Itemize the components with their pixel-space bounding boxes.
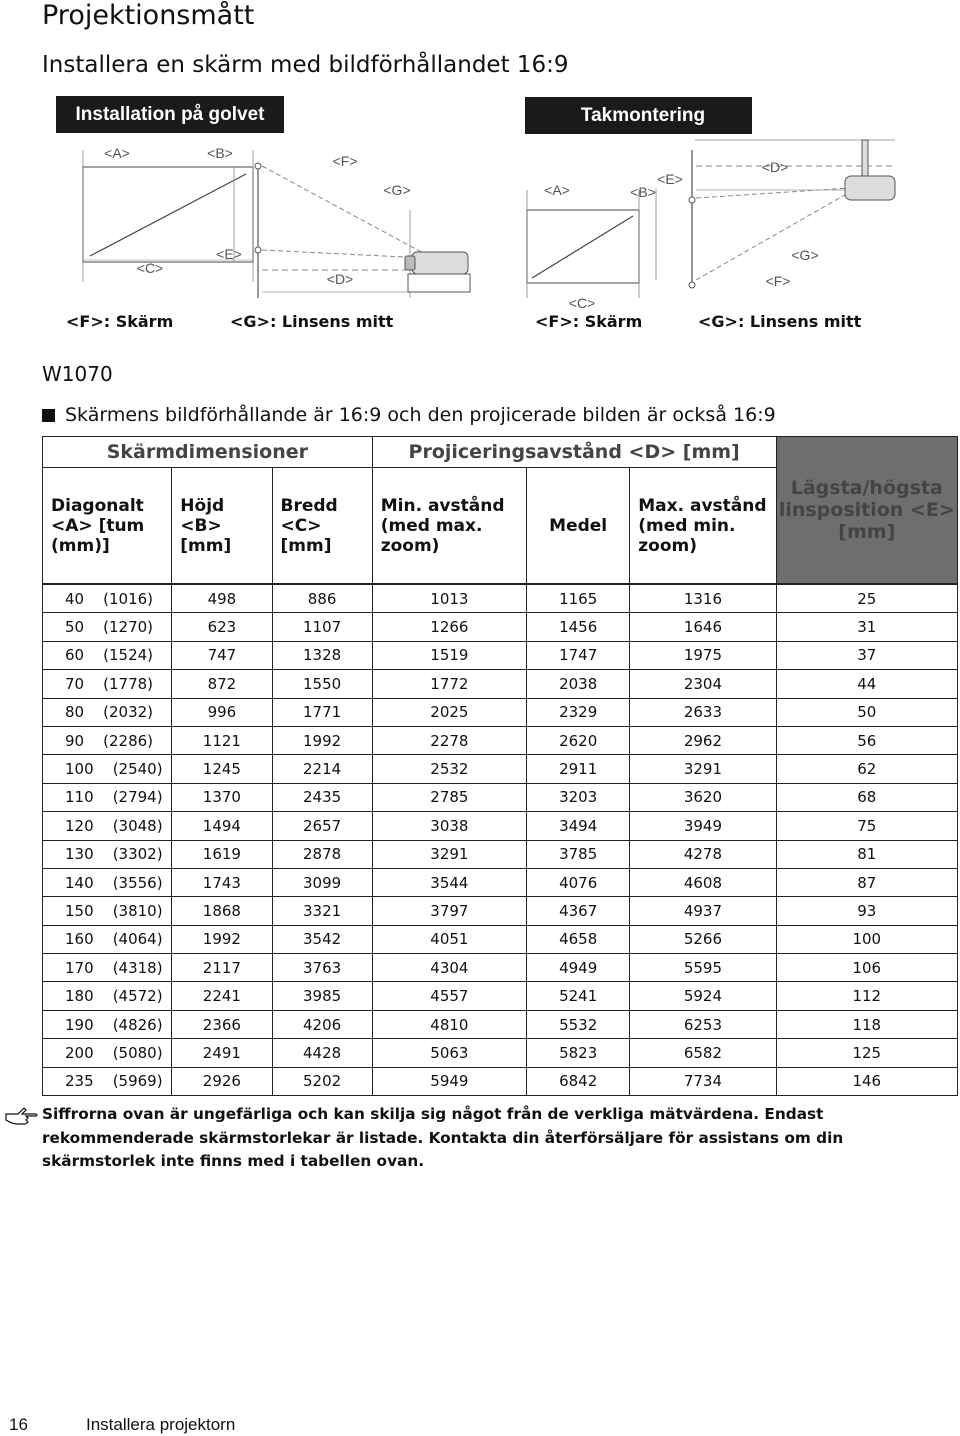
- table-row: [43, 840, 958, 868]
- cell-max: 4278: [630, 840, 776, 868]
- cell-diagonal-mm: (1016): [103, 589, 154, 608]
- cell-diagonal-mm: (5969): [112, 1072, 163, 1091]
- cell-diagonal-mm: (1270): [103, 618, 154, 637]
- cell-lens: 106: [776, 954, 957, 982]
- cell-min: 2025: [372, 698, 526, 726]
- svg-text:<B>: <B>: [630, 184, 656, 200]
- cell-width: 1771: [272, 698, 372, 726]
- cell-lens: 50: [776, 698, 957, 726]
- table-row: [43, 1010, 958, 1038]
- cell-diagonal-mm: (4826): [112, 1015, 163, 1034]
- cell-width: 2878: [272, 840, 372, 868]
- svg-text:<G>: <G>: [383, 182, 411, 198]
- bullet-square-icon: [42, 409, 55, 422]
- cell-min: 4810: [372, 1010, 526, 1038]
- cell-lens: 56: [776, 726, 957, 754]
- cell-width: 1107: [272, 613, 372, 641]
- cell-min: 1013: [372, 584, 526, 613]
- table-row: [43, 1039, 958, 1067]
- cell-mid: 6842: [527, 1067, 630, 1095]
- cell-mid: 5823: [527, 1039, 630, 1067]
- svg-text:<B>: <B>: [207, 145, 233, 161]
- cell-diagonal: [43, 670, 172, 698]
- cell-mid: 2911: [527, 755, 630, 783]
- cell-diagonal: [43, 840, 172, 868]
- cell-mid: 3494: [527, 812, 630, 840]
- cell-lens: 31: [776, 613, 957, 641]
- cell-diagonal: [43, 868, 172, 896]
- cell-max: 5266: [630, 925, 776, 953]
- cell-diagonal-mm: (5080): [112, 1043, 163, 1062]
- cell-lens: 93: [776, 897, 957, 925]
- cell-min: 1772: [372, 670, 526, 698]
- col-height: Höjd <B> [mm]: [172, 468, 272, 585]
- projection-diagrams: [0, 90, 960, 340]
- cell-height: 1619: [172, 840, 272, 868]
- col-min-distance: Min. avstånd (med max. zoom): [372, 468, 526, 585]
- cell-height: 1121: [172, 726, 272, 754]
- cell-height: 747: [172, 641, 272, 669]
- cell-mid: 4949: [527, 954, 630, 982]
- cell-height: 1370: [172, 783, 272, 811]
- cell-width: 3985: [272, 982, 372, 1010]
- cell-lens: 118: [776, 1010, 957, 1038]
- col-medium: Medel: [527, 468, 630, 585]
- cell-width: 5202: [272, 1067, 372, 1095]
- ceiling-banner-label: Takmontering: [580, 105, 706, 126]
- cell-diagonal-mm: (4572): [112, 987, 163, 1006]
- cell-height: 2491: [172, 1039, 272, 1067]
- cell-max: 1975: [630, 641, 776, 669]
- cell-mid: 4658: [527, 925, 630, 953]
- cell-diagonal: [43, 755, 172, 783]
- cell-diagonal-inch: 100: [65, 760, 94, 779]
- cell-height: 1245: [172, 755, 272, 783]
- floor-diagonal: [90, 174, 246, 256]
- cell-mid: 3785: [527, 840, 630, 868]
- cell-max: 4608: [630, 868, 776, 896]
- svg-text:<E>: <E>: [216, 246, 242, 262]
- cell-width: 886: [272, 584, 372, 613]
- cell-max: 3620: [630, 783, 776, 811]
- cell-max: 3949: [630, 812, 776, 840]
- cell-diagonal: [43, 897, 172, 925]
- cell-mid: 2038: [527, 670, 630, 698]
- cell-mid: 4076: [527, 868, 630, 896]
- cell-diagonal-mm: (3556): [112, 873, 163, 892]
- cell-min: 2785: [372, 783, 526, 811]
- col-width: Bredd <C> [mm]: [272, 468, 372, 585]
- cell-diagonal: [43, 613, 172, 641]
- cell-diagonal: [43, 783, 172, 811]
- cell-diagonal-mm: (3810): [112, 901, 163, 920]
- cell-diagonal: [43, 1067, 172, 1095]
- table-row: [43, 584, 958, 613]
- cell-width: 3763: [272, 954, 372, 982]
- cell-diagonal-mm: (2032): [103, 703, 154, 722]
- cell-lens: 25: [776, 584, 957, 613]
- cell-diagonal-mm: (1778): [103, 674, 154, 693]
- cell-height: 2366: [172, 1010, 272, 1038]
- cell-min: 3038: [372, 812, 526, 840]
- header-projection-distance: Projiceringsavstånd <D> [mm]: [372, 437, 776, 468]
- col-diagonal: Diagonalt <A> [tum (mm)]: [43, 468, 172, 585]
- cell-min: 2278: [372, 726, 526, 754]
- cell-max: 1646: [630, 613, 776, 641]
- cell-mid: 1165: [527, 584, 630, 613]
- cell-width: 3542: [272, 925, 372, 953]
- cell-lens: 100: [776, 925, 957, 953]
- cell-lens: 146: [776, 1067, 957, 1095]
- cell-height: 1743: [172, 868, 272, 896]
- cell-diagonal-mm: (2540): [112, 760, 163, 779]
- cell-height: 2241: [172, 982, 272, 1010]
- cell-width: 3099: [272, 868, 372, 896]
- cell-max: 2962: [630, 726, 776, 754]
- hand-pointer-icon: [4, 1104, 40, 1128]
- cell-diagonal-mm: (1524): [103, 646, 154, 665]
- cell-width: 1992: [272, 726, 372, 754]
- svg-text:<C>: <C>: [136, 260, 164, 276]
- cell-min: 5949: [372, 1067, 526, 1095]
- cell-diagonal-inch: 120: [65, 816, 94, 835]
- cell-diagonal-inch: 160: [65, 930, 94, 949]
- table-row: [43, 726, 958, 754]
- cell-lens: 68: [776, 783, 957, 811]
- col-max-distance: Max. avstånd (med min. zoom): [630, 468, 776, 585]
- svg-text:<A>: <A>: [104, 145, 130, 161]
- table-row: [43, 897, 958, 925]
- svg-text:<F>: <F>: [765, 273, 791, 289]
- cell-diagonal-mm: (2794): [112, 788, 163, 807]
- table-row: [43, 641, 958, 669]
- cell-max: 4937: [630, 897, 776, 925]
- cell-min: 1266: [372, 613, 526, 641]
- table-row: [43, 698, 958, 726]
- svg-text:<F>: <F>: [332, 153, 358, 169]
- cell-diagonal-inch: 60: [65, 646, 85, 665]
- cell-diagonal-inch: 40: [65, 589, 85, 608]
- svg-text:<C>: <C>: [568, 295, 596, 311]
- cell-height: 623: [172, 613, 272, 641]
- table-row: [43, 812, 958, 840]
- cell-diagonal: [43, 812, 172, 840]
- svg-text:<G>: Linsens mitt: <G>: Linsens mitt: [698, 312, 862, 331]
- table-row: [43, 925, 958, 953]
- cell-width: 4206: [272, 1010, 372, 1038]
- floor-banner-label: Installation på golvet: [75, 104, 265, 125]
- cell-height: 996: [172, 698, 272, 726]
- cell-diagonal: [43, 925, 172, 953]
- cell-max: 5595: [630, 954, 776, 982]
- cell-lens: 125: [776, 1039, 957, 1067]
- cell-height: 1494: [172, 812, 272, 840]
- cell-width: 2435: [272, 783, 372, 811]
- projection-table: [42, 436, 958, 1096]
- cell-diagonal-mm: (4318): [112, 958, 163, 977]
- cell-lens: 37: [776, 641, 957, 669]
- model-name: W1070: [42, 362, 113, 386]
- cell-mid: 2620: [527, 726, 630, 754]
- cell-diagonal-inch: 200: [65, 1043, 94, 1062]
- cell-min: 1519: [372, 641, 526, 669]
- cell-diagonal-mm: (4064): [112, 930, 163, 949]
- cell-min: 4051: [372, 925, 526, 953]
- header-lens-position: Lägsta/högsta linsposition <E> [mm]: [776, 437, 957, 585]
- cell-mid: 2329: [527, 698, 630, 726]
- cell-diagonal: [43, 1039, 172, 1067]
- cell-width: 1328: [272, 641, 372, 669]
- ceiling-projector: [845, 176, 895, 200]
- cell-mid: 1747: [527, 641, 630, 669]
- svg-text:<D>: <D>: [761, 159, 789, 175]
- cell-diagonal-mm: (3302): [112, 845, 163, 864]
- cell-diagonal-inch: 110: [65, 788, 94, 807]
- page-number: 16: [9, 1415, 28, 1434]
- cell-lens: 75: [776, 812, 957, 840]
- page-section: Installera projektorn: [86, 1415, 236, 1434]
- cell-diagonal-inch: 235: [65, 1072, 94, 1091]
- table-row: [43, 1067, 958, 1095]
- cell-min: 4304: [372, 954, 526, 982]
- cell-max: 3291: [630, 755, 776, 783]
- cell-diagonal-inch: 50: [65, 618, 85, 637]
- cell-diagonal-inch: 180: [65, 987, 94, 1006]
- cell-max: 6253: [630, 1010, 776, 1038]
- table-row: [43, 755, 958, 783]
- floor-projector: [412, 252, 468, 274]
- table-row: [43, 670, 958, 698]
- cell-diagonal-mm: (2286): [103, 731, 154, 750]
- table-row: [43, 982, 958, 1010]
- cell-height: 498: [172, 584, 272, 613]
- header-screen-dims: Skärmdimensioner: [43, 437, 373, 468]
- cell-width: 2657: [272, 812, 372, 840]
- table-row: [43, 954, 958, 982]
- svg-text:<F>: Skärm: <F>: Skärm: [66, 312, 174, 331]
- svg-text:<A>: <A>: [544, 182, 570, 198]
- cell-diagonal-inch: 80: [65, 703, 85, 722]
- svg-text:<G>: <G>: [791, 247, 819, 263]
- cell-diagonal: [43, 641, 172, 669]
- cell-diagonal-inch: 130: [65, 845, 94, 864]
- cell-diagonal-inch: 170: [65, 958, 94, 977]
- cell-min: 2532: [372, 755, 526, 783]
- svg-text:<G>: Linsens mitt: <G>: Linsens mitt: [230, 312, 394, 331]
- svg-text:<D>: <D>: [326, 271, 354, 287]
- cell-min: 3544: [372, 868, 526, 896]
- cell-width: 1550: [272, 670, 372, 698]
- cell-diagonal: [43, 698, 172, 726]
- cell-diagonal-mm: (3048): [112, 816, 163, 835]
- cell-diagonal: [43, 982, 172, 1010]
- cell-mid: 4367: [527, 897, 630, 925]
- cell-diagonal-inch: 140: [65, 873, 94, 892]
- cell-max: 2633: [630, 698, 776, 726]
- cell-lens: 62: [776, 755, 957, 783]
- cell-lens: 112: [776, 982, 957, 1010]
- cell-min: 3797: [372, 897, 526, 925]
- cell-mid: 1456: [527, 613, 630, 641]
- cell-diagonal-inch: 150: [65, 901, 94, 920]
- section-subtitle: Installera en skärm med bildförhållandet 16:9: [42, 52, 569, 78]
- cell-lens: 44: [776, 670, 957, 698]
- cell-lens: 81: [776, 840, 957, 868]
- cell-mid: 5241: [527, 982, 630, 1010]
- cell-diagonal-inch: 90: [65, 731, 85, 750]
- table-row: [43, 613, 958, 641]
- cell-height: 1992: [172, 925, 272, 953]
- cell-mid: 5532: [527, 1010, 630, 1038]
- cell-diagonal: [43, 1010, 172, 1038]
- cell-max: 5924: [630, 982, 776, 1010]
- cell-height: 2926: [172, 1067, 272, 1095]
- cell-max: 2304: [630, 670, 776, 698]
- table-row: [43, 783, 958, 811]
- page-title: Projektionsmått: [42, 0, 255, 31]
- cell-width: 4428: [272, 1039, 372, 1067]
- cell-width: 2214: [272, 755, 372, 783]
- cell-min: 4557: [372, 982, 526, 1010]
- cell-diagonal: [43, 726, 172, 754]
- svg-text:<E>: <E>: [657, 171, 683, 187]
- cell-height: 2117: [172, 954, 272, 982]
- cell-width: 3321: [272, 897, 372, 925]
- footnote: Siffrorna ovan är ungefärliga och kan skilja sig något från de verkliga mätvärdena. Endast rekommenderade skärmstorlekar är listade. Kontakta din återförsäljare för assistans om din skärmstorlek inte finns med i tabellen ovan.: [42, 1105, 844, 1170]
- ceiling-diagram: [525, 97, 895, 331]
- floor-diagram: [56, 96, 470, 331]
- svg-text:<F>: Skärm: <F>: Skärm: [535, 312, 643, 331]
- aspect-note: [42, 404, 776, 426]
- cell-mid: 3203: [527, 783, 630, 811]
- cell-max: 7734: [630, 1067, 776, 1095]
- cell-lens: 87: [776, 868, 957, 896]
- cell-min: 5063: [372, 1039, 526, 1067]
- cell-diagonal-inch: 70: [65, 674, 85, 693]
- cell-height: 1868: [172, 897, 272, 925]
- aspect-note-text: Skärmens bildförhållande är 16:9 och den projicerade bilden är också 16:9: [65, 404, 776, 426]
- cell-diagonal-inch: 190: [65, 1015, 94, 1034]
- cell-max: 6582: [630, 1039, 776, 1067]
- cell-min: 3291: [372, 840, 526, 868]
- cell-height: 872: [172, 670, 272, 698]
- cell-diagonal: [43, 954, 172, 982]
- cell-diagonal: [43, 584, 172, 613]
- table-row: [43, 868, 958, 896]
- cell-max: 1316: [630, 584, 776, 613]
